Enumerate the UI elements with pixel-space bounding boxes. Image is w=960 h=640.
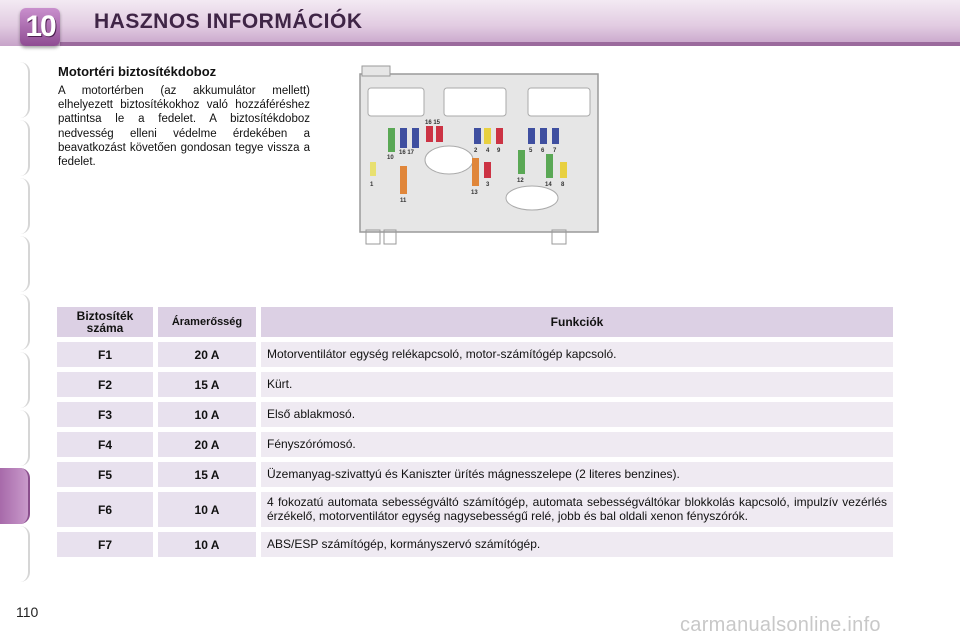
fuse-amperage: 10 A (158, 492, 256, 527)
table-row (57, 372, 893, 397)
chapter-tab-5[interactable] (0, 294, 30, 350)
fuse-id: F2 (57, 372, 153, 397)
fuse-label-4: 4 (486, 148, 490, 154)
fuse-amperage: 20 A (158, 432, 256, 457)
fuse-amperage: 15 A (158, 462, 256, 487)
fuse-table (52, 302, 898, 562)
fuse-function: Fényszórómosó. (261, 432, 893, 457)
fuse-label-7: 7 (553, 148, 557, 154)
table-row (57, 342, 893, 367)
fuse-label-13: 13 (471, 190, 478, 196)
fuse-label-2: 2 (474, 148, 478, 154)
fuse-id: F5 (57, 462, 153, 487)
chapter-tab-9[interactable] (0, 526, 30, 582)
table-row (57, 532, 893, 557)
chapter-tab-7[interactable] (0, 410, 30, 466)
chapter-tab-4[interactable] (0, 236, 30, 292)
fuse-box-diagram (356, 62, 602, 248)
fuse-amperage: 20 A (158, 342, 256, 367)
chapter-tab-6[interactable] (0, 352, 30, 408)
fuse-id: F1 (57, 342, 153, 367)
page-number: 110 (16, 604, 39, 620)
fuse-label-6: 6 (541, 148, 545, 154)
fuse-label-8: 8 (561, 182, 565, 188)
chapter-tab-1[interactable] (0, 62, 30, 118)
table-row (57, 462, 893, 487)
fuse-function: Motorventilátor egység relékapcsoló, motor-számítógép kapcsoló. (261, 342, 893, 367)
watermark: carmanualsonline.info (680, 614, 881, 636)
column-header-functions: Funkciók (261, 307, 893, 337)
page-title: HASZNOS INFORMÁCIÓK (94, 10, 363, 33)
table-row (57, 492, 893, 527)
fuse-label-3: 3 (486, 182, 490, 188)
fuse-function: ABS/ESP számítógép, kormányszervó számítógép. (261, 532, 893, 557)
fuse-label-1: 1 (370, 182, 374, 188)
fuse-amperage: 10 A (158, 402, 256, 427)
fuse-amperage: 10 A (158, 532, 256, 557)
section-title: Motortéri biztosítékdoboz (58, 64, 217, 79)
chapter-tab-2[interactable] (0, 120, 30, 176)
fuse-label-14: 14 (545, 182, 552, 188)
fuse-label-11: 11 (400, 198, 407, 204)
table-row (57, 402, 893, 427)
chapter-tab-active[interactable] (0, 468, 30, 524)
fuse-function: Kürt. (261, 372, 893, 397)
column-header-fuse-number: Biztosíték száma (57, 307, 153, 337)
fuse-id: F3 (57, 402, 153, 427)
chapter-badge: 10 (20, 8, 60, 46)
header-rule (60, 42, 960, 46)
fuse-label-16-15: 16 15 (425, 120, 441, 126)
fuse-function: Első ablakmosó. (261, 402, 893, 427)
chapter-tab-3[interactable] (0, 178, 30, 234)
table-row (57, 432, 893, 457)
chapter-tabs (0, 62, 34, 582)
fuse-amperage: 15 A (158, 372, 256, 397)
table-header-row (57, 307, 893, 337)
fuse-id: F7 (57, 532, 153, 557)
fuse-label-9: 9 (497, 148, 501, 154)
fuse-label-10: 10 (387, 155, 394, 161)
fuse-id: F4 (57, 432, 153, 457)
fuse-function: 4 fokozatú automata sebességváltó számítógép, automata sebességváltókar blokkolás kapcsoló, impulzív vezérlés érzékelő, motorventilátor egység nagysebességű relé, jobb és bal oldali xenon fényszórók. (261, 492, 893, 527)
column-header-amperage: Áramerősség (158, 307, 256, 337)
fuse-function: Üzemanyag-szivattyú és Kaniszter ürítés mágnesszelepe (2 literes benzines). (261, 462, 893, 487)
fuse-id: F6 (57, 492, 153, 527)
fuse-label-5: 5 (529, 148, 533, 154)
section-body: A motortérben (az akkumulátor mellett) elhelyezett biztosítékokhoz való hozzáféréshez pattintsa le a fedelet. A biztosítékdoboz nedvesség elleni védelme érdekében a beavatkozást követően gondosan tegye vissza a fedelet. (58, 85, 310, 169)
fuse-label-16-17: 16 17 (399, 150, 415, 156)
fuse-label-12: 12 (517, 178, 524, 184)
